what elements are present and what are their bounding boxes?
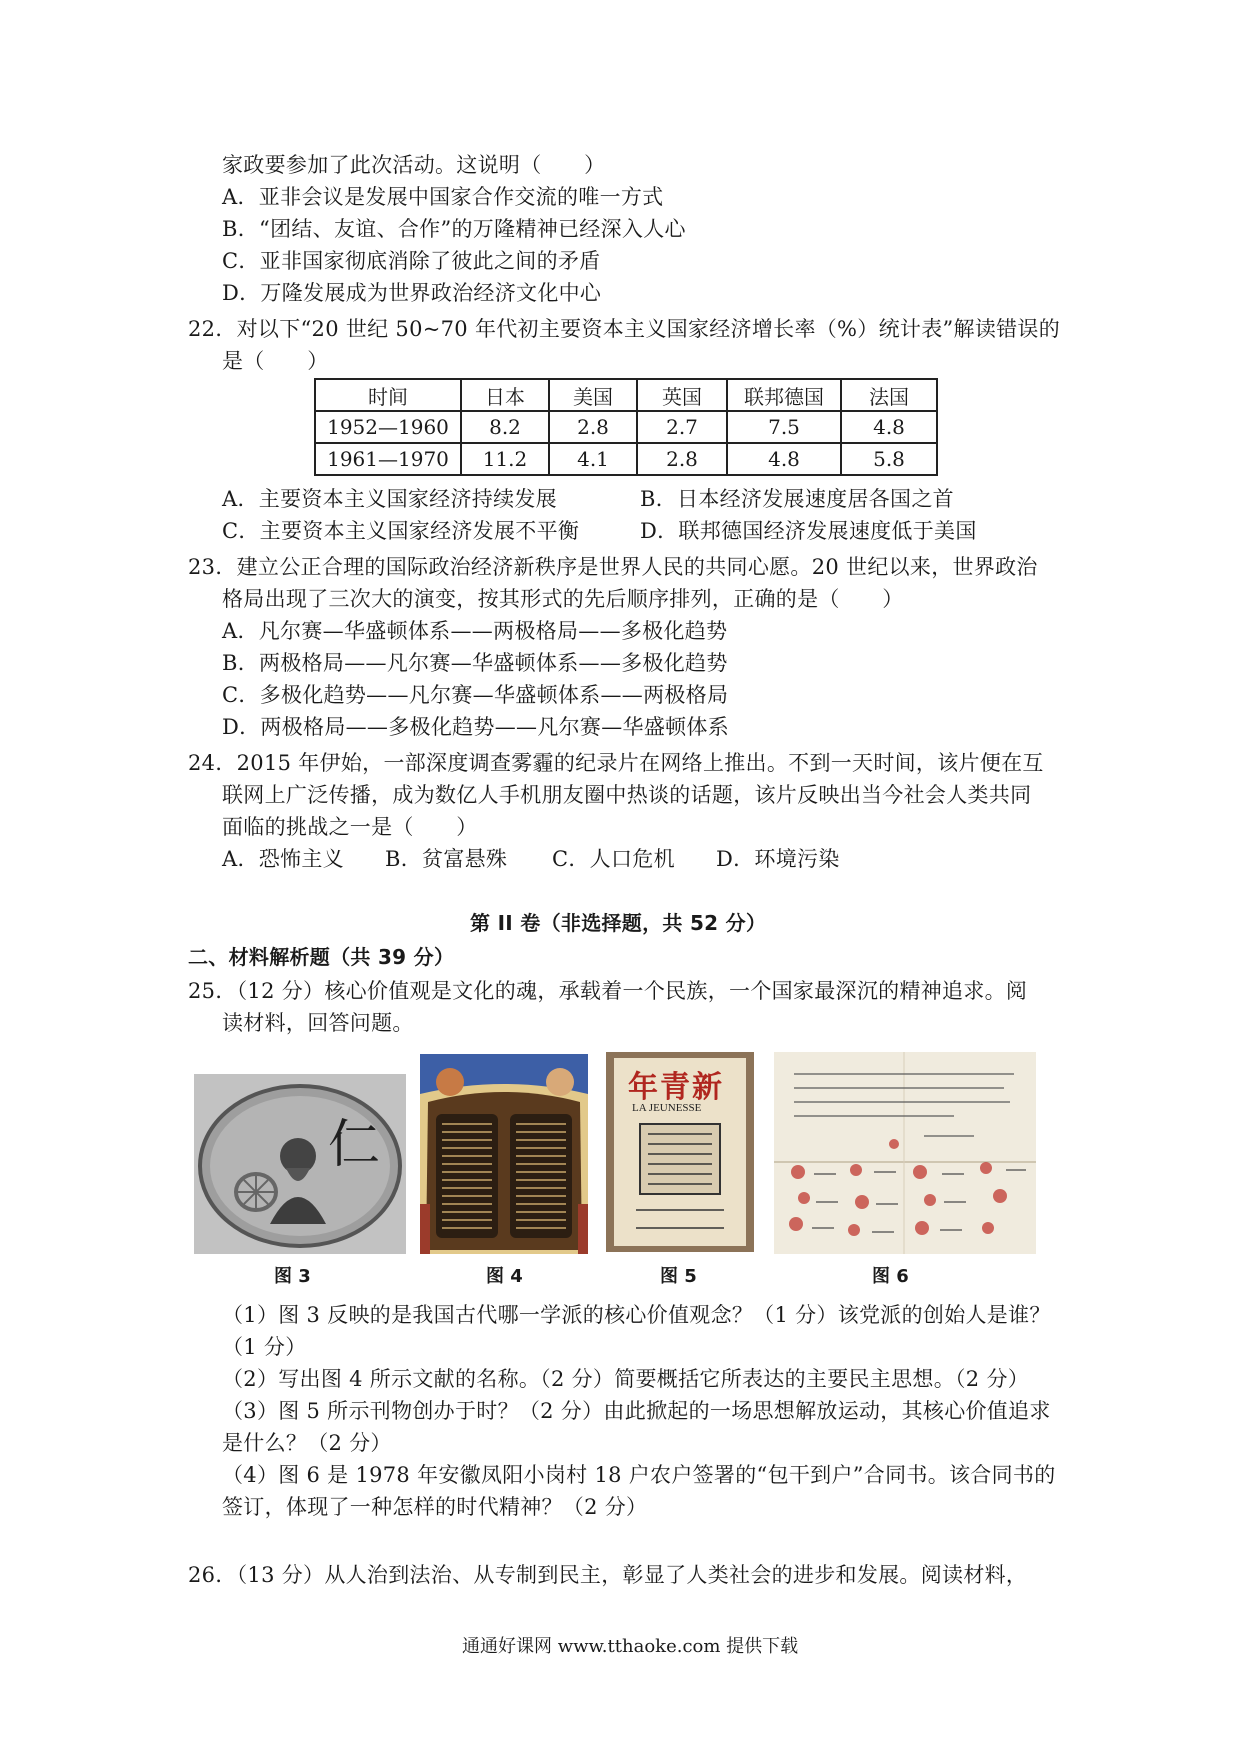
q25-sub2: （2）写出图 4 所示文献的名称。（2 分）简要概括它所表达的主要民主思想。（2 分）	[222, 1367, 1030, 1391]
table-row	[315, 443, 937, 475]
q25-sub3-cont: 是什么？（2 分）	[222, 1431, 392, 1455]
table-cell: 8.2	[461, 411, 549, 443]
q25-sub1: （1）图 3 反映的是我国古代哪一学派的核心价值观念？（1 分）该党派的创始人是谁？	[222, 1303, 1051, 1327]
table-header-cell: 联邦德国	[727, 379, 841, 411]
figure-6-caption: 图 6	[872, 1266, 909, 1287]
q21-option-d: D．万隆发展成为世界政治经济文化中心	[222, 281, 602, 305]
table-header-cell: 法国	[841, 379, 937, 411]
q23-stem: 23．建立公正合理的国际政治经济新秩序是世界人民的共同心愿。20 世纪以来，世界政治	[188, 555, 1038, 579]
table-header-cell: 日本	[461, 379, 549, 411]
q21-option-a: A．亚非会议是发展中国家合作交流的唯一方式	[222, 185, 664, 209]
part-title: 二、材料解析题（共 39 分）	[188, 945, 455, 969]
figure-3-caption: 图 3	[274, 1266, 311, 1287]
table-header-cell: 美国	[549, 379, 637, 411]
figure-5-caption: 图 5	[660, 1266, 697, 1287]
contract-document-icon	[774, 1052, 1036, 1254]
q22-stem-cont: 是（ ）	[222, 349, 329, 373]
q23-option-d: D．两极格局——多极化趋势——凡尔赛—华盛顿体系	[222, 715, 730, 739]
q25-sub1-cont: （1 分）	[222, 1335, 307, 1359]
q21-option-b: B．“团结、友谊、合作”的万隆精神已经深入人心	[222, 217, 686, 241]
table-cell: 5.8	[841, 443, 937, 475]
table-cell: 4.1	[549, 443, 637, 475]
figure-4-caption: 图 4	[486, 1266, 523, 1287]
table-cell: 2.8	[549, 411, 637, 443]
figure-3-confucius-image	[194, 1074, 406, 1254]
q24-stem: 24．2015 年伊始，一部深度调查雾霾的纪录片在网络上推出。不到一天时间，该片便在互	[188, 751, 1044, 775]
q22-option-c: C．主要资本主义国家经济发展不平衡	[222, 519, 580, 543]
figure-5-magazine-image	[606, 1052, 754, 1252]
table-row	[315, 411, 937, 443]
q25-stem: 25．（12 分）核心价值观是文化的魂，承载着一个民族，一个国家最深沉的精神追求。阅	[188, 979, 1028, 1003]
table-cell: 4.8	[727, 443, 841, 475]
q23-option-b: B．两极格局——凡尔赛—华盛顿体系——多极化趋势	[222, 651, 728, 675]
q25-sub3: （3）图 5 所示刊物创办于时？（2 分）由此掀起的一场思想解放运动，其核心价值追求	[222, 1399, 1051, 1423]
figure-5-title: 年青新	[628, 1070, 724, 1105]
declaration-document-icon	[420, 1054, 588, 1254]
q22-option-d: D．联邦德国经济发展速度低于美国	[640, 519, 977, 543]
table-cell: 2.7	[637, 411, 727, 443]
q24-option-d: D．环境污染	[716, 847, 840, 871]
q26-stem: 26．（13 分）从人治到法治、从专制到民主，彰显了人类社会的进步和发展。阅读材料，	[188, 1563, 1028, 1587]
figure-4-declaration-image	[420, 1054, 588, 1254]
table-header-row	[315, 379, 937, 411]
q25-sub4-cont: 签订，体现了一种怎样的时代精神？（2 分）	[222, 1495, 648, 1519]
q21-option-c: C．亚非国家彻底消除了彼此之间的矛盾	[222, 249, 601, 273]
table-cell: 7.5	[727, 411, 841, 443]
q23-option-a: A．凡尔赛—华盛顿体系——两极格局——多极化趋势	[222, 619, 728, 643]
q24-option-b: B．贫富悬殊	[385, 847, 508, 871]
q23-option-c: C．多极化趋势——凡尔赛—华盛顿体系——两极格局	[222, 683, 729, 707]
q25-sub4: （4）图 6 是 1978 年安徽凤阳小岗村 18 户农户签署的“包干到户”合同书。该合同书的	[222, 1463, 1056, 1487]
q23-stem-cont: 格局出现了三次大的演变，按其形式的先后顺序排列，正确的是（ ）	[222, 587, 904, 611]
page-footer: 通通好课网 www.tthaoke.com 提供下载	[462, 1636, 799, 1657]
q24-option-c: C．人口危机	[552, 847, 675, 871]
q21-stem: 家政要参加了此次活动。这说明（ ）	[222, 153, 606, 177]
figure-3-character: 仁	[328, 1115, 381, 1175]
q22-stem: 22．对以下“20 世纪 50~70 年代初主要资本主义国家经济增长率（%）统计表”解读错误的	[188, 317, 1061, 341]
table-cell: 2.8	[637, 443, 727, 475]
table-cell: 4.8	[841, 411, 937, 443]
figure-5-subtitle: LA JEUNESSE	[632, 1102, 702, 1114]
section-title: 第 II 卷（非选择题，共 52 分）	[470, 911, 767, 935]
table-header-cell: 英国	[637, 379, 727, 411]
q25-stem-cont: 读材料，回答问题。	[222, 1011, 414, 1035]
growth-rate-table	[314, 378, 938, 476]
figure-6-contract-image	[774, 1052, 1036, 1254]
table-header-cell: 时间	[315, 379, 461, 411]
table-cell: 11.2	[461, 443, 549, 475]
q24-option-a: A．恐怖主义	[222, 847, 344, 871]
q24-stem-cont: 联网上广泛传播，成为数亿人手机朋友圈中热谈的话题，该片反映出当今社会人类共同	[222, 783, 1032, 807]
table-cell: 1961—1970	[315, 443, 461, 475]
table-cell: 1952—1960	[315, 411, 461, 443]
q22-option-b: B．日本经济发展速度居各国之首	[640, 487, 954, 511]
q24-stem-cont: 面临的挑战之一是（ ）	[222, 815, 478, 839]
q22-option-a: A．主要资本主义国家经济持续发展	[222, 487, 557, 511]
